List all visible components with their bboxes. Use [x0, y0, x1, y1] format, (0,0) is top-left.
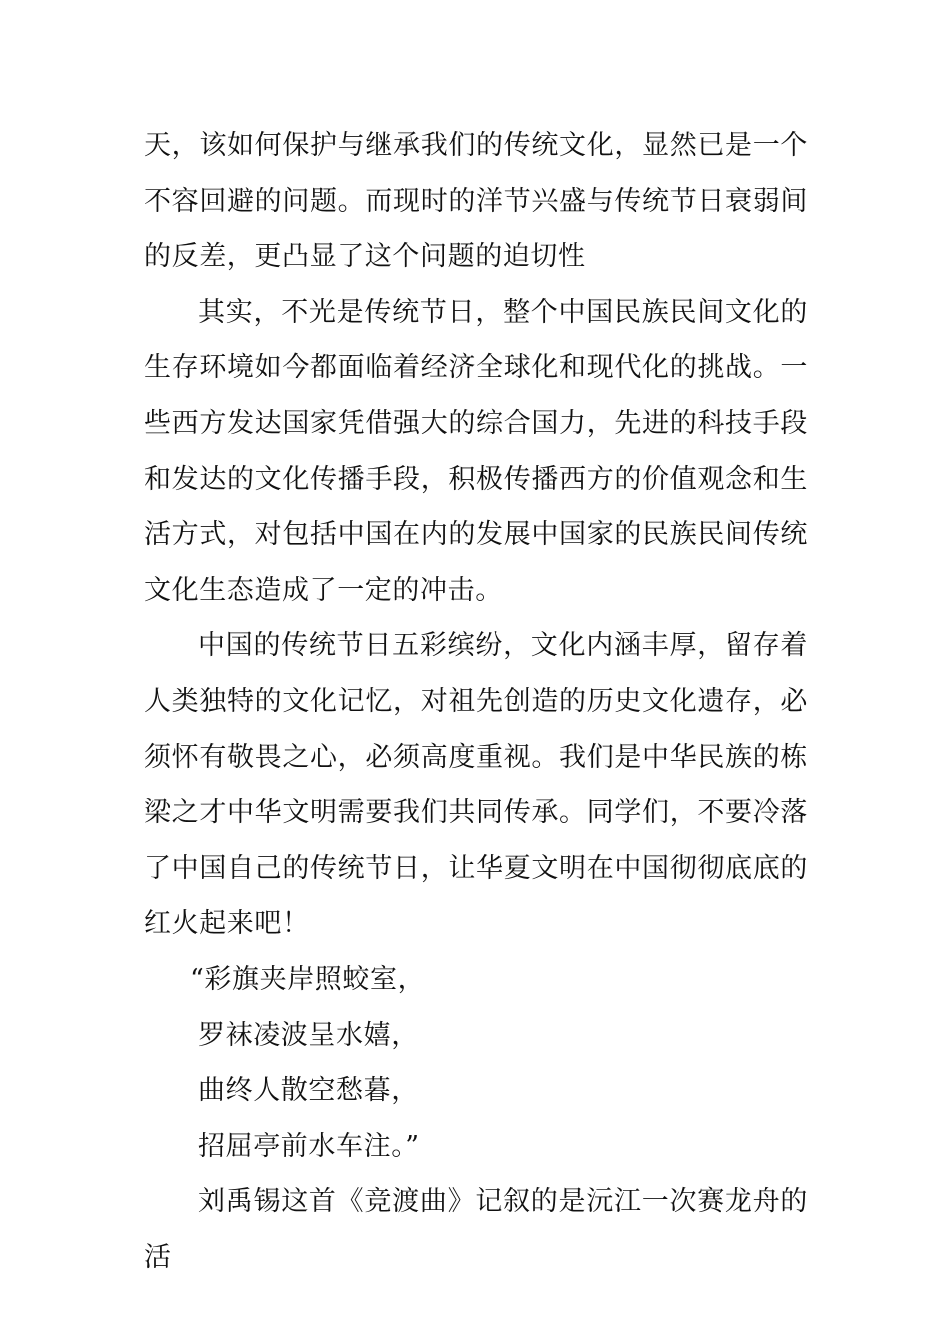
paragraph-closing: 刘禹锡这首《竞渡曲》记叙的是沅江一次赛龙舟的活 [144, 1186, 808, 1273]
paragraph-challenges: 其实，不光是传统节日，整个中国民族民间文化的生存环境如今都面临着经济全球化和现代化的挑战。一些西方发达国家凭借强大的综合国力，先进的科技手段和发达的文化传播手段，积极传播西方的价值观念和生活方式，对包括中国在内的发展中国家的民族民间传统文化生态造成了一定的冲击。 [144, 296, 808, 606]
poem-line-1: “彩旗夹岸照蛟室， [190, 963, 426, 995]
document-body [144, 118, 808, 1285]
paragraph-continuation: 天，该如何保护与继承我们的传统文化，显然已是一个不容回避的问题。而现时的洋节兴盛与传统节日衰弱间的反差，更凸显了这个问题的迫切性 [144, 130, 808, 273]
poem-line-2: 罗袜凌波呈水嬉， [198, 1019, 419, 1051]
paragraph-heritage: 中国的传统节日五彩缤纷，文化内涵丰厚，留存着人类独特的文化记忆，对祖先创造的历史文化遗存，必须怀有敬畏之心，必须高度重视。我们是中华民族的栋梁之才中华文明需要我们共同传承。同学们，不要冷落了中国自己的传统节日，让华夏文明在中国彻彻底底的红火起来吧！ [144, 630, 808, 940]
poem-line-3: 曲终人散空愁暮， [198, 1075, 419, 1107]
poem-line-4: 招屈亭前水车注。” [198, 1130, 420, 1162]
poem [144, 952, 808, 1174]
